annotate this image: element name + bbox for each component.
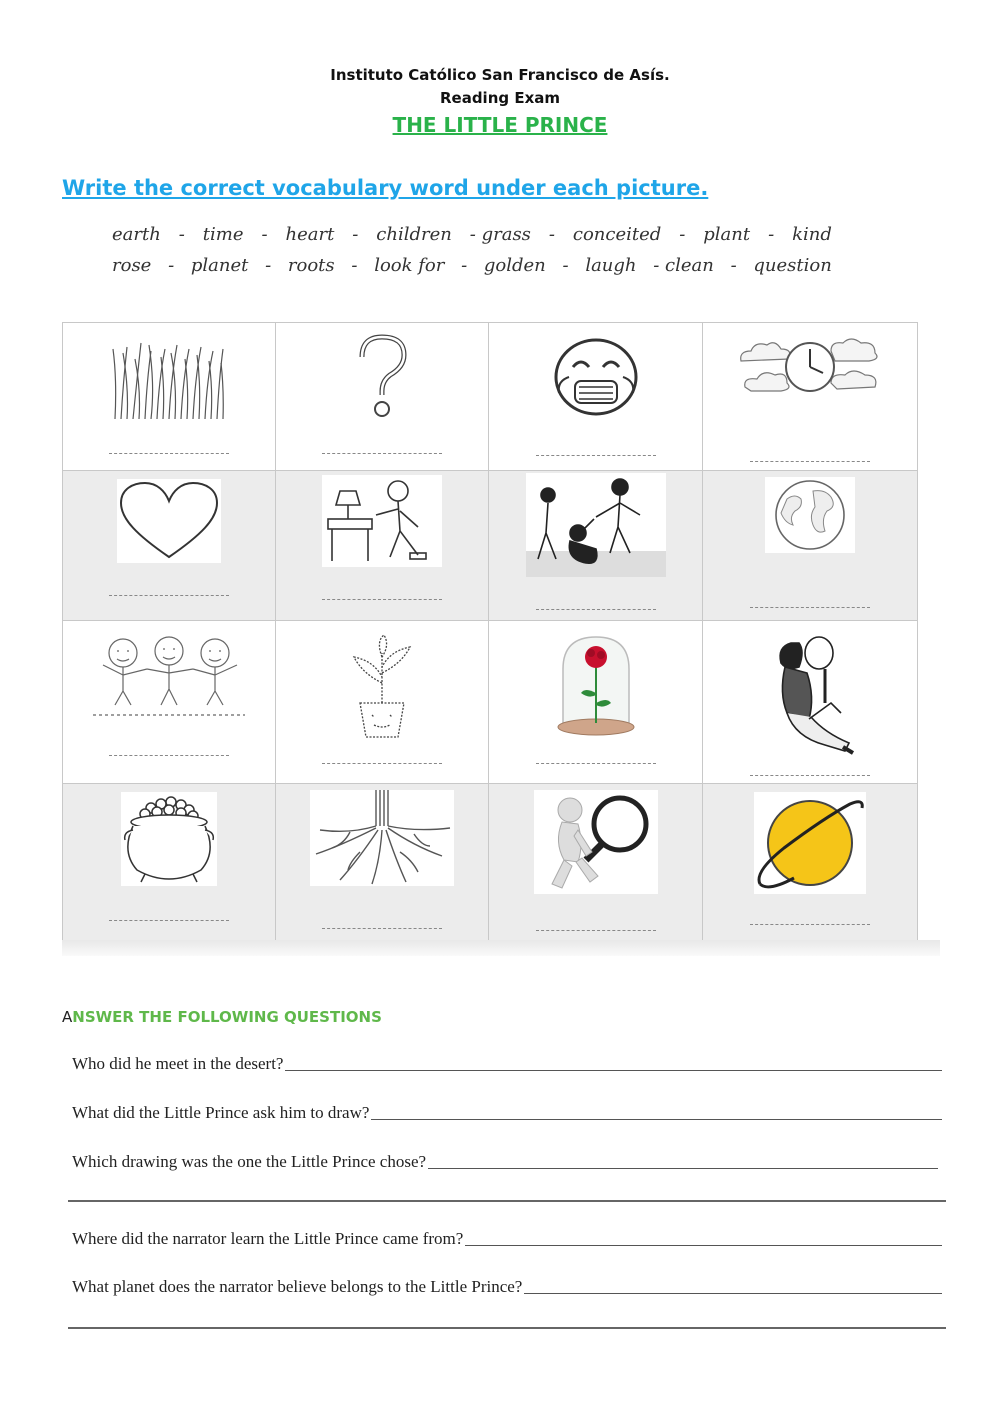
answer-blank[interactable] (109, 595, 229, 596)
kind-helping-icon (526, 473, 666, 577)
question-1 (72, 1054, 942, 1074)
question-4 (72, 1229, 942, 1249)
answer-blank[interactable] (536, 930, 656, 931)
answer-blank[interactable] (750, 607, 870, 608)
grid-shadow (62, 940, 940, 956)
answer-blank[interactable] (322, 763, 442, 764)
clock-clouds-icon (735, 331, 885, 401)
conceited-person-icon (765, 633, 855, 763)
word-bank-item: heart (285, 224, 335, 245)
word-bank-separator: - (562, 255, 569, 276)
picture-cell (489, 621, 703, 784)
tree-roots-icon (310, 790, 454, 886)
word-bank-separator: - (261, 224, 268, 245)
word-bank-separator: - (178, 224, 185, 245)
word-bank-separator: - (548, 224, 555, 245)
picture-cell (63, 471, 276, 621)
rose-dome-icon (555, 633, 637, 739)
word-bank-separator: - (351, 255, 358, 276)
answer-blank[interactable] (536, 609, 656, 610)
answer-blank[interactable] (750, 924, 870, 925)
magnifier-person-icon (534, 790, 658, 894)
answer-heading (62, 1008, 382, 1026)
question-5 (72, 1277, 942, 1297)
picture-cell (489, 471, 703, 621)
answer-line[interactable] (428, 1168, 938, 1169)
word-bank-item: look for (374, 255, 445, 276)
earth-globe-icon (765, 477, 855, 553)
heart-icon (117, 479, 221, 563)
answer-blank[interactable] (536, 763, 656, 764)
vocabulary-instruction: Write the correct vocabulary word under each picture. (62, 176, 709, 200)
answer-blank[interactable] (750, 775, 870, 776)
word-bank-item: time (202, 224, 244, 245)
answer-blank[interactable] (536, 455, 656, 456)
word-bank-separator: - (461, 255, 468, 276)
potted-plant-icon (340, 633, 424, 743)
answer-blank[interactable] (750, 461, 870, 462)
answer-blank[interactable] (109, 755, 229, 756)
question-text: What did the Little Prince ask him to draw? (72, 1103, 370, 1122)
question-3 (72, 1152, 938, 1172)
word-bank-item: conceited (572, 224, 662, 245)
answer-line[interactable] (465, 1245, 942, 1246)
word-bank-item: - clean (653, 255, 714, 276)
word-bank-item: laugh (585, 255, 637, 276)
answer-heading-initial: A (62, 1008, 73, 1026)
question-text: Which drawing was the one the Little Prince chose? (72, 1152, 427, 1171)
word-bank-item: earth (112, 224, 161, 245)
picture-cell (63, 323, 276, 471)
answer-line-extra[interactable] (68, 1200, 946, 1202)
word-bank-separator: - (352, 224, 359, 245)
picture-cell (703, 471, 917, 621)
word-bank-row-1 (112, 224, 832, 245)
word-bank-separator: - (768, 224, 775, 245)
word-bank-row-2 (112, 255, 832, 276)
picture-grid (62, 322, 918, 944)
answer-blank[interactable] (322, 599, 442, 600)
word-bank-item: planet (190, 255, 249, 276)
picture-cell (703, 784, 917, 943)
answer-blank[interactable] (322, 928, 442, 929)
grass-icon (111, 339, 227, 419)
cleaning-person-icon (322, 475, 442, 567)
answer-heading-text: NSWER THE FOLLOWING QUESTIONS (72, 1008, 382, 1026)
picture-cell (63, 784, 276, 943)
answer-line[interactable] (371, 1119, 942, 1120)
word-bank-separator: - (679, 224, 686, 245)
answer-line[interactable] (524, 1293, 942, 1294)
answer-line-extra[interactable] (68, 1327, 946, 1329)
question-text: What planet does the narrator believe belongs to the Little Prince? (72, 1277, 523, 1296)
school-name: Instituto Católico San Francisco de Asís. (330, 66, 670, 84)
answer-blank[interactable] (322, 453, 442, 454)
golden-pot-icon (121, 792, 217, 886)
question-2 (72, 1103, 942, 1123)
page-header (0, 62, 1000, 142)
word-bank-item: roots (287, 255, 335, 276)
picture-cell (63, 621, 276, 784)
page-title: THE LITTLE PRINCE (392, 113, 608, 137)
word-bank-item: kind (792, 224, 832, 245)
word-bank-item: golden (483, 255, 546, 276)
question-text: Who did he meet in the desert? (72, 1054, 284, 1073)
word-bank-separator: - (730, 255, 737, 276)
laughing-emoji-icon (551, 337, 641, 417)
picture-cell (489, 784, 703, 943)
picture-cell (276, 323, 489, 471)
word-bank-item: rose (112, 255, 152, 276)
picture-cell (276, 621, 489, 784)
question-mark-icon (352, 333, 412, 419)
word-bank-separator: - (265, 255, 272, 276)
children-icon (89, 635, 249, 721)
picture-cell (703, 621, 917, 784)
planet-icon (754, 792, 866, 894)
picture-cell (276, 784, 489, 943)
word-bank-item: children (376, 224, 452, 245)
answer-blank[interactable] (109, 453, 229, 454)
picture-cell (703, 323, 917, 471)
word-bank-item: - grass (469, 224, 531, 245)
word-bank-separator: - (168, 255, 175, 276)
exam-name: Reading Exam (439, 89, 561, 107)
answer-line[interactable] (285, 1070, 942, 1071)
picture-cell (276, 471, 489, 621)
picture-cell (489, 323, 703, 471)
word-bank-item: plant (703, 224, 751, 245)
answer-blank[interactable] (109, 920, 229, 921)
question-text: Where did the narrator learn the Little Prince came from? (72, 1229, 464, 1248)
word-bank-item: question (753, 255, 832, 276)
